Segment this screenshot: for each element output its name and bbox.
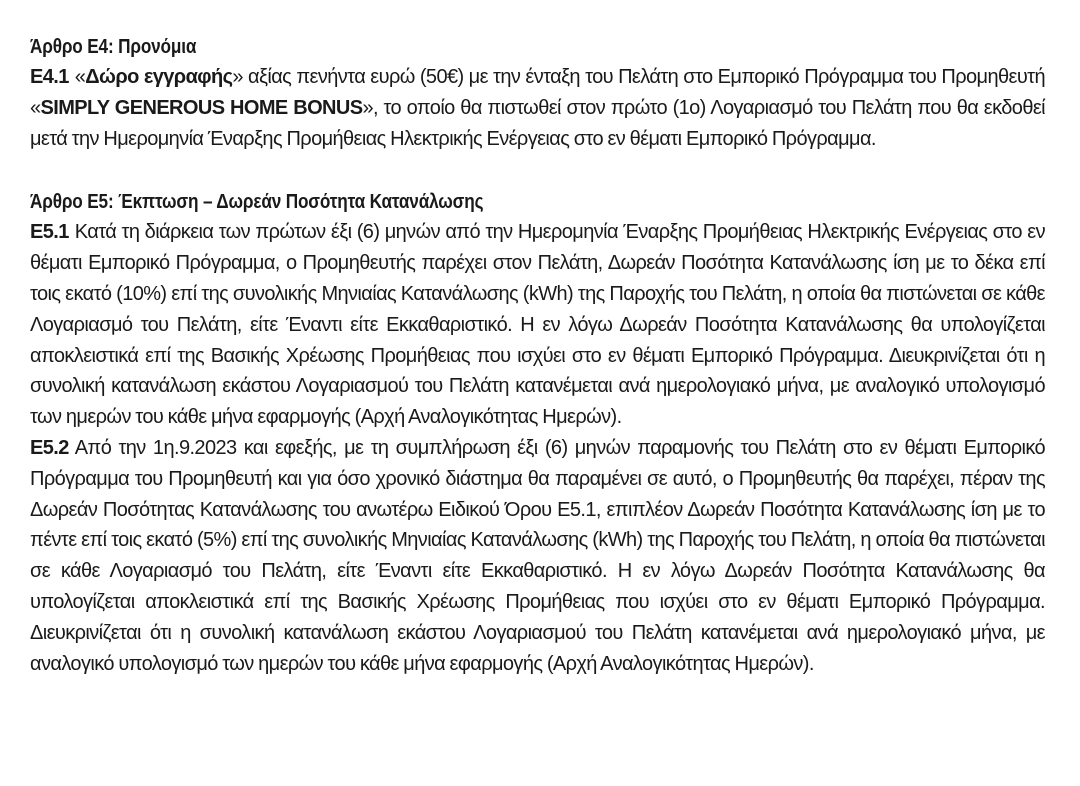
clause-number: Ε4.1 [30, 66, 69, 88]
clause-text: Κατά τη διάρκεια των πρώτων έξι (6) μηνών από την Ημερομηνία Έναρξης Προμήθειας Ηλεκτρικής Ενέργειας στο εν θέματι Εμπορικό Πρόγραμμα, ο Προμηθευτής παρέχει στον Πελάτη, Δωρεάν Ποσότητα Κατανάλωσης ίση με το δέκα επί τοις εκατό (10%) επί της συνολικής Μηνιαίας Κατανάλωσης (kWh) της Παροχής του Πελάτη, η οποία θα πιστώνεται σε κάθε Λογαριασμό του Πελάτη, είτε Έναντι είτε Εκκαθαριστικό. Η εν λόγω Δωρεάν Ποσότητα Κατανάλωσης θα υπολογίζεται αποκλειστικά επί της Βασικής Χρέωσης Προμήθειας που ισχύει στο εν θέματι Εμπορικό Πρόγραμμα. Διευκρινίζεται ότι η συνολική κατανάλωση εκάστου Λογαριασμού του Πελάτη κατανέμεται ανά ημερολογιακό μήνα, με αναλογικό υπολογισμό των ημερών του κάθε μήνα εφαρμογής (Αρχή Αναλογικότητας Ημερών). [30, 221, 1045, 429]
clause-e5-2 [30, 433, 1045, 679]
program-name: SIMPLY GENEROUS HOME BONUS [40, 96, 363, 119]
article-e4-heading: Άρθρο Ε4: Προνόμια [30, 36, 197, 58]
clause-number: Ε5.1 [30, 221, 69, 244]
clause-text: « [74, 66, 86, 88]
article-e5-heading: Άρθρο Ε5: Έκπτωση – Δωρεάν Ποσότητα Κατανάλωσης [30, 191, 484, 214]
document-body [30, 32, 1045, 679]
clause-text: Από την 1η.9.2023 και εφεξής, με τη συμπλήρωση έξι (6) μηνών παραμονής του Πελάτη στο εν θέματι Εμπορικό Πρόγραμμα του Προμηθευτή και για όσο χρονικό διάστημα θα παραμένει σε αυτό, ο Προμηθευτής θα παρέχει, πέραν της Δωρεάν Ποσότητας Κατανάλωσης του ανωτέρω Ειδικού Όρου Ε5.1, επιπλέον Δωρεάν Ποσότητα Κατανάλωσης ίση με το πέντε επί τοις εκατό (5%) επί της συνολικής Μηνιαίας Κατανάλωσης (kWh) της Παροχής του Πελάτη, η οποία θα πιστώνεται σε κάθε Λογαριασμό του Πελάτη, είτε Έναντι είτε Εκκαθαριστικό. Η εν λόγω Δωρεάν Ποσότητα Κατανάλωσης θα υπολογίζεται αποκλειστικά επί της Βασικής Χρέωσης Προμήθειας που ισχύει στο εν θέματι Εμπορικό Πρόγραμμα. Διευκρινίζεται ότι η συνολική κατανάλωση εκάστου Λογαριασμού του Πελάτη κατανέμεται ανά ημερολογιακό μήνα, με αναλογικό υπολογισμό των ημερών του κάθε μήνα εφαρμογής (Αρχή Αναλογικότητας Ημερών). [30, 436, 1045, 675]
section-spacer [30, 154, 1045, 187]
clause-e5-1 [30, 217, 1045, 433]
clause-text: » αξίας πενήντα ευρώ (50€) με την ένταξη του Πελάτη στο Εμπορικό Πρόγραμμα του Προμηθευτή « [30, 66, 1046, 119]
clause-text: », το οποίο θα πιστωθεί στον πρώτο (1ο) Λογαριασμό του Πελάτη που θα εκδοθεί μετά την Ημερομηνία Έναρξης Προμήθειας Ηλεκτρικής Ενέργειας στο εν θέματι Εμπορικό Πρόγραμμα. [30, 96, 1045, 150]
bonus-name: Δώρο εγγραφής [85, 66, 233, 88]
clause-number: Ε5.2 [30, 436, 69, 459]
clause-e4-1 [30, 62, 1045, 154]
